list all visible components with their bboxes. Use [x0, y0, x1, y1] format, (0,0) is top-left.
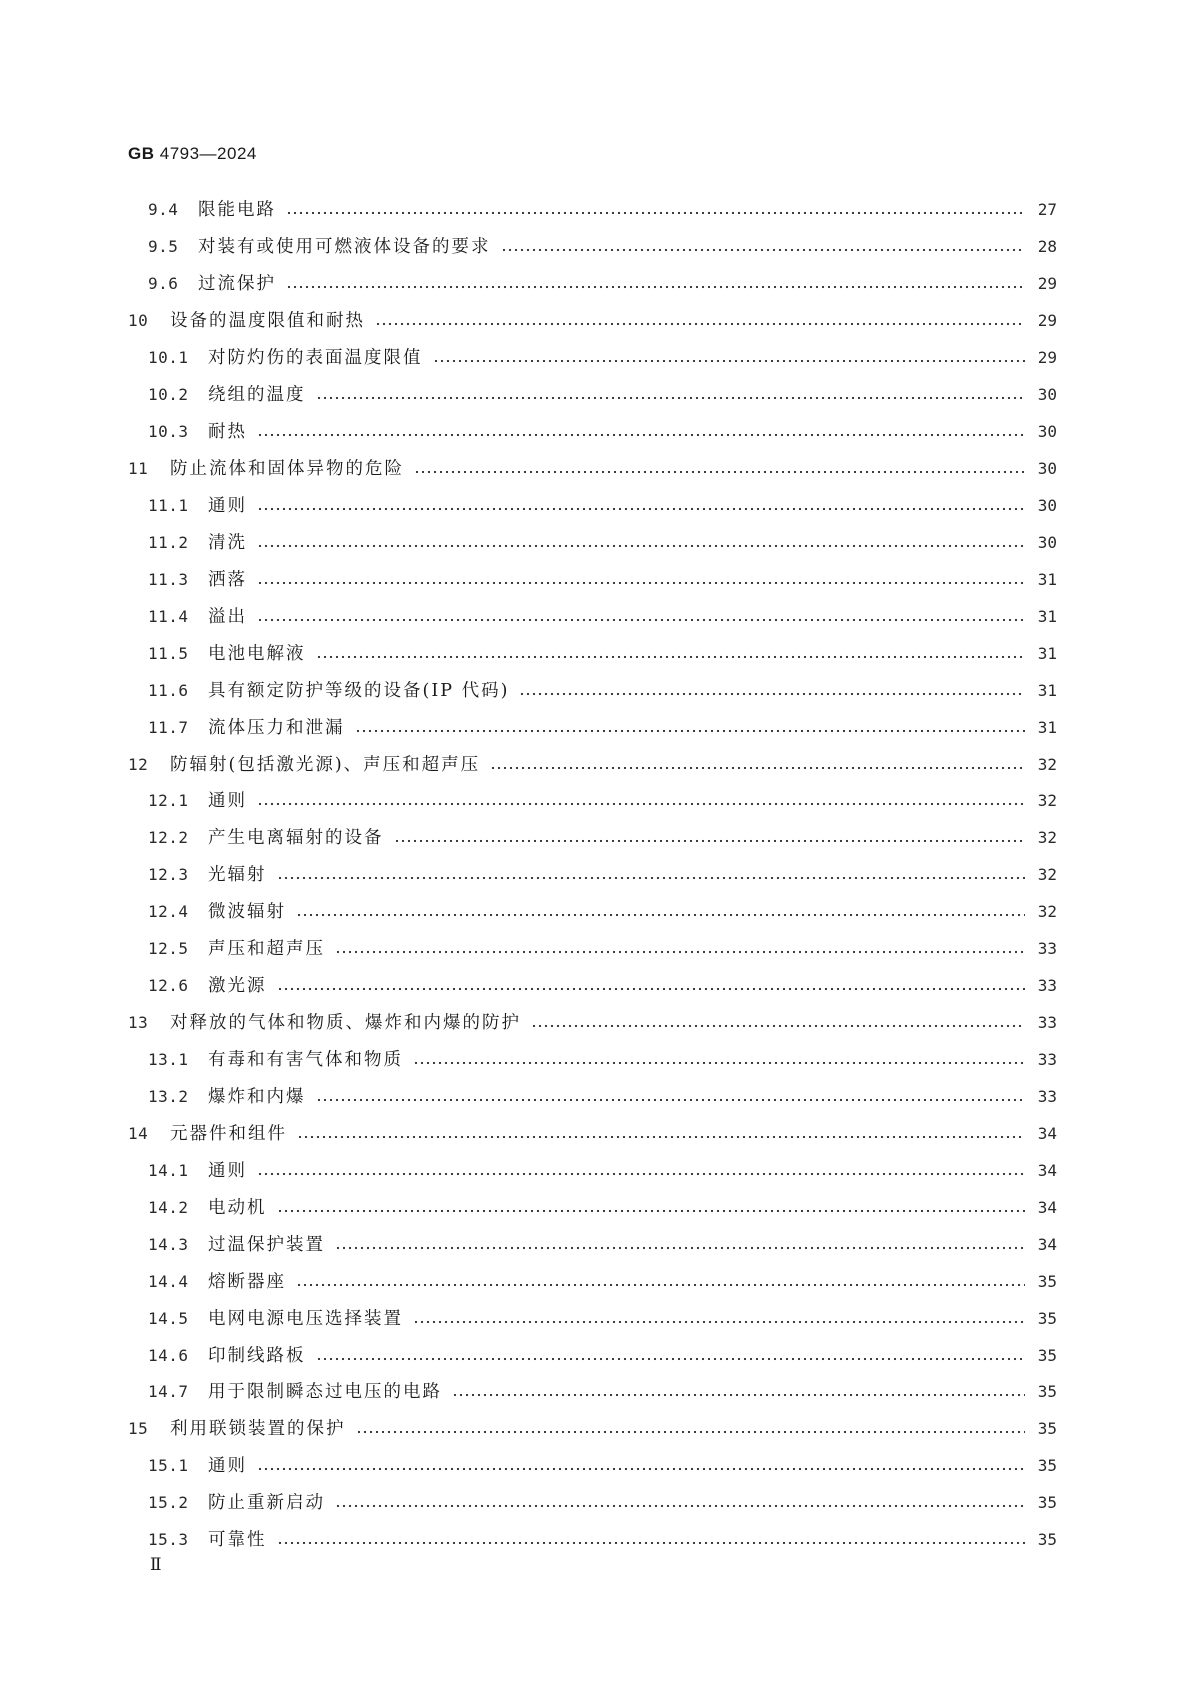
toc-section-entry[interactable] — [128, 266, 1057, 303]
toc-section-entry[interactable] — [128, 894, 1057, 931]
toc-section-entry[interactable] — [128, 1300, 1057, 1337]
toc-entry-page: 29 — [1037, 274, 1057, 294]
toc-dot-leader — [257, 433, 1025, 437]
toc-entry-page: 32 — [1037, 828, 1057, 848]
toc-entry-page: 34 — [1037, 1123, 1057, 1143]
toc-entry-title: 用于限制瞬态过电压的电路 — [208, 1382, 442, 1403]
toc-dot-leader — [257, 802, 1025, 806]
toc-entry-title: 电池电解液 — [208, 643, 306, 664]
toc-entry-page: 33 — [1037, 1050, 1057, 1070]
toc-entry-number: 15 — [128, 1419, 149, 1439]
toc-entry-title: 爆炸和内爆 — [208, 1086, 306, 1107]
toc-section-entry[interactable] — [128, 1152, 1057, 1189]
toc-entry-title: 流体压力和泄漏 — [208, 717, 345, 738]
toc-section-entry[interactable] — [128, 229, 1057, 266]
toc-dot-leader — [413, 1320, 1025, 1324]
toc-entry-title: 激光源 — [208, 976, 267, 997]
toc-dot-leader — [501, 248, 1026, 252]
toc-entry-number: 10 — [128, 311, 149, 331]
toc-section-entry[interactable] — [128, 414, 1057, 451]
toc-entry-number: 11.2 — [148, 532, 189, 552]
toc-dot-leader — [316, 396, 1026, 400]
toc-entry-title: 防止重新启动 — [208, 1493, 325, 1514]
toc-entry-number: 12.2 — [148, 828, 189, 848]
toc-entry-number: 9.4 — [148, 200, 179, 220]
toc-entry-page: 33 — [1037, 976, 1057, 996]
toc-entry-number: 10.2 — [148, 385, 189, 405]
toc-entry-page: 34 — [1037, 1160, 1057, 1180]
toc-dot-leader — [356, 1430, 1026, 1434]
toc-section-entry[interactable] — [128, 377, 1057, 414]
toc-section-entry[interactable] — [128, 192, 1057, 229]
toc-entry-number: 11.4 — [148, 606, 189, 626]
toc-dot-leader — [335, 950, 1025, 954]
toc-dot-leader — [316, 1098, 1026, 1102]
toc-dot-leader — [490, 766, 1025, 770]
toc-dot-leader — [355, 729, 1026, 733]
toc-entry-number: 11.5 — [148, 643, 189, 663]
toc-dot-leader — [257, 581, 1025, 585]
toc-entry-number: 13.1 — [148, 1050, 189, 1070]
toc-entry-page: 33 — [1037, 939, 1057, 959]
toc-dot-leader — [316, 655, 1026, 659]
toc-entry-title: 对装有或使用可燃液体设备的要求 — [198, 237, 491, 258]
toc-section-entry[interactable] — [128, 968, 1057, 1005]
toc-chapter-entry[interactable] — [128, 1005, 1057, 1042]
toc-section-entry[interactable] — [128, 561, 1057, 598]
toc-entry-title: 通则 — [208, 1456, 247, 1477]
standard-number: 4793—2024 — [159, 144, 257, 163]
toc-entry-title: 声压和超声压 — [208, 939, 325, 960]
toc-entry-page: 29 — [1037, 348, 1057, 368]
toc-entry-page: 30 — [1037, 459, 1057, 479]
toc-entry-title: 电动机 — [208, 1197, 267, 1218]
toc-entry-title: 限能电路 — [198, 200, 276, 221]
toc-entry-page: 35 — [1037, 1493, 1057, 1513]
toc-entry-number: 11 — [128, 459, 149, 479]
toc-dot-leader — [452, 1393, 1025, 1397]
toc-entry-number: 12.4 — [148, 902, 189, 922]
toc-dot-leader — [297, 1135, 1025, 1139]
toc-section-entry[interactable] — [128, 1226, 1057, 1263]
toc-entry-number: 9.6 — [148, 274, 179, 294]
toc-dot-leader — [257, 544, 1025, 548]
toc-entry-page: 30 — [1037, 385, 1057, 405]
toc-section-entry[interactable] — [128, 598, 1057, 635]
standard-prefix: GB — [128, 144, 155, 163]
toc-dot-leader — [296, 913, 1025, 917]
toc-chapter-entry[interactable] — [128, 1411, 1057, 1448]
toc-dot-leader — [277, 876, 1026, 880]
toc-section-entry[interactable] — [128, 1522, 1057, 1559]
toc-entry-page: 30 — [1037, 532, 1057, 552]
toc-entry-page: 30 — [1037, 422, 1057, 442]
toc-section-entry[interactable] — [128, 1079, 1057, 1116]
toc-entry-number: 14.4 — [148, 1271, 189, 1291]
toc-dot-leader — [335, 1504, 1025, 1508]
toc-entry-page: 35 — [1037, 1345, 1057, 1365]
toc-dot-leader — [277, 1209, 1026, 1213]
toc-entry-number: 14.1 — [148, 1160, 189, 1180]
toc-section-entry[interactable] — [128, 672, 1057, 709]
toc-dot-leader — [296, 1283, 1025, 1287]
toc-entry-title: 防止流体和固体异物的危险 — [170, 459, 404, 480]
table-of-contents — [128, 192, 1057, 1559]
toc-entry-page: 27 — [1037, 200, 1057, 220]
toc-entry-page: 31 — [1037, 569, 1057, 589]
toc-entry-page: 35 — [1037, 1271, 1057, 1291]
toc-dot-leader — [277, 987, 1026, 991]
toc-section-entry[interactable] — [128, 1263, 1057, 1300]
toc-entry-page: 31 — [1037, 680, 1057, 700]
toc-entry-title: 洒落 — [208, 569, 247, 590]
toc-section-entry[interactable] — [128, 820, 1057, 857]
toc-entry-page: 35 — [1037, 1382, 1057, 1402]
toc-section-entry[interactable] — [128, 488, 1057, 525]
toc-entry-title: 设备的温度限值和耐热 — [170, 311, 365, 332]
toc-dot-leader — [519, 692, 1025, 696]
toc-entry-number: 14.5 — [148, 1308, 189, 1328]
toc-dot-leader — [286, 211, 1025, 215]
toc-entry-title: 通则 — [208, 791, 247, 812]
toc-entry-number: 9.5 — [148, 237, 179, 257]
toc-section-entry[interactable] — [128, 1485, 1057, 1522]
toc-entry-title: 过流保护 — [198, 274, 276, 295]
toc-entry-page: 32 — [1037, 865, 1057, 885]
toc-entry-number: 12.5 — [148, 939, 189, 959]
toc-section-entry[interactable] — [128, 1337, 1057, 1374]
toc-entry-title: 清洗 — [208, 532, 247, 553]
toc-entry-number: 14.7 — [148, 1382, 189, 1402]
toc-entry-page: 32 — [1037, 902, 1057, 922]
toc-entry-page: 31 — [1037, 717, 1057, 737]
toc-entry-title: 元器件和组件 — [170, 1123, 287, 1144]
toc-entry-title: 绕组的温度 — [208, 385, 306, 406]
toc-section-entry[interactable] — [128, 931, 1057, 968]
toc-dot-leader — [413, 1061, 1025, 1065]
toc-entry-title: 对释放的气体和物质、爆炸和内爆的防护 — [170, 1013, 521, 1034]
toc-entry-page: 34 — [1037, 1234, 1057, 1254]
toc-dot-leader — [531, 1024, 1025, 1028]
toc-entry-page: 32 — [1037, 754, 1057, 774]
toc-entry-page: 32 — [1037, 791, 1057, 811]
toc-section-entry[interactable] — [128, 1448, 1057, 1485]
toc-section-entry[interactable] — [128, 1189, 1057, 1226]
toc-entry-title: 电网电源电压选择装置 — [208, 1308, 403, 1329]
toc-entry-page: 33 — [1037, 1013, 1057, 1033]
toc-entry-title: 可靠性 — [208, 1530, 267, 1551]
toc-entry-title: 通则 — [208, 1160, 247, 1181]
toc-entry-number: 14.3 — [148, 1234, 189, 1254]
toc-entry-number: 10.1 — [148, 348, 189, 368]
toc-entry-page: 31 — [1037, 643, 1057, 663]
toc-entry-page: 34 — [1037, 1197, 1057, 1217]
toc-dot-leader — [414, 470, 1025, 474]
toc-entry-page: 35 — [1037, 1308, 1057, 1328]
toc-dot-leader — [277, 1541, 1026, 1545]
page-number: Ⅱ — [150, 1555, 162, 1574]
toc-entry-number: 12.6 — [148, 976, 189, 996]
toc-entry-number: 14.2 — [148, 1197, 189, 1217]
toc-entry-title: 微波辐射 — [208, 902, 286, 923]
toc-section-entry[interactable] — [128, 524, 1057, 561]
toc-entry-number: 12 — [128, 754, 149, 774]
toc-entry-title: 利用联锁装置的保护 — [170, 1419, 346, 1440]
toc-entry-title: 溢出 — [208, 606, 247, 627]
toc-entry-number: 11.7 — [148, 717, 189, 737]
toc-chapter-entry[interactable] — [128, 451, 1057, 488]
toc-entry-title: 有毒和有害气体和物质 — [208, 1050, 403, 1071]
toc-entry-number: 14 — [128, 1123, 149, 1143]
toc-section-entry[interactable] — [128, 857, 1057, 894]
toc-entry-number: 13 — [128, 1013, 149, 1033]
toc-entry-title: 具有额定防护等级的设备(IP 代码) — [208, 680, 510, 701]
toc-entry-number: 12.1 — [148, 791, 189, 811]
toc-entry-number: 11.3 — [148, 569, 189, 589]
toc-entry-page: 29 — [1037, 311, 1057, 331]
toc-section-entry[interactable] — [128, 1374, 1057, 1411]
toc-section-entry[interactable] — [128, 340, 1057, 377]
toc-entry-title: 印制线路板 — [208, 1345, 306, 1366]
toc-dot-leader — [433, 359, 1026, 363]
toc-entry-title: 产生电离辐射的设备 — [208, 828, 384, 849]
toc-dot-leader — [257, 1172, 1025, 1176]
toc-entry-number: 14.6 — [148, 1345, 189, 1365]
toc-section-entry[interactable] — [128, 635, 1057, 672]
toc-entry-number: 10.3 — [148, 422, 189, 442]
toc-entry-title: 防辐射(包括激光源)、声压和超声压 — [170, 754, 481, 775]
toc-entry-title: 过温保护装置 — [208, 1234, 325, 1255]
toc-entry-number: 13.2 — [148, 1086, 189, 1106]
toc-entry-title: 对防灼伤的表面温度限值 — [208, 348, 423, 369]
toc-entry-number: 15.2 — [148, 1493, 189, 1513]
toc-entry-page: 35 — [1037, 1530, 1057, 1550]
toc-entry-number: 11.6 — [148, 680, 189, 700]
toc-entry-number: 12.3 — [148, 865, 189, 885]
toc-dot-leader — [257, 1467, 1025, 1471]
toc-dot-leader — [375, 322, 1025, 326]
toc-section-entry[interactable] — [128, 1042, 1057, 1079]
toc-entry-title: 通则 — [208, 495, 247, 516]
toc-entry-number: 15.1 — [148, 1456, 189, 1476]
toc-dot-leader — [257, 618, 1025, 622]
toc-entry-title: 耐热 — [208, 422, 247, 443]
toc-entry-page: 30 — [1037, 495, 1057, 515]
toc-chapter-entry[interactable] — [128, 746, 1057, 783]
toc-section-entry[interactable] — [128, 709, 1057, 746]
toc-dot-leader — [286, 285, 1025, 289]
toc-entry-title: 光辐射 — [208, 865, 267, 886]
toc-chapter-entry[interactable] — [128, 1115, 1057, 1152]
toc-entry-page: 28 — [1037, 237, 1057, 257]
toc-section-entry[interactable] — [128, 783, 1057, 820]
toc-entry-page: 35 — [1037, 1419, 1057, 1439]
toc-entry-page: 33 — [1037, 1086, 1057, 1106]
toc-dot-leader — [335, 1246, 1025, 1250]
document-header — [128, 144, 257, 164]
toc-chapter-entry[interactable] — [128, 303, 1057, 340]
toc-dot-leader — [394, 839, 1026, 843]
toc-entry-number: 15.3 — [148, 1530, 189, 1550]
toc-dot-leader — [257, 507, 1025, 511]
toc-entry-page: 35 — [1037, 1456, 1057, 1476]
toc-entry-number: 11.1 — [148, 495, 189, 515]
toc-entry-title: 熔断器座 — [208, 1271, 286, 1292]
toc-entry-page: 31 — [1037, 606, 1057, 626]
toc-dot-leader — [316, 1357, 1026, 1361]
